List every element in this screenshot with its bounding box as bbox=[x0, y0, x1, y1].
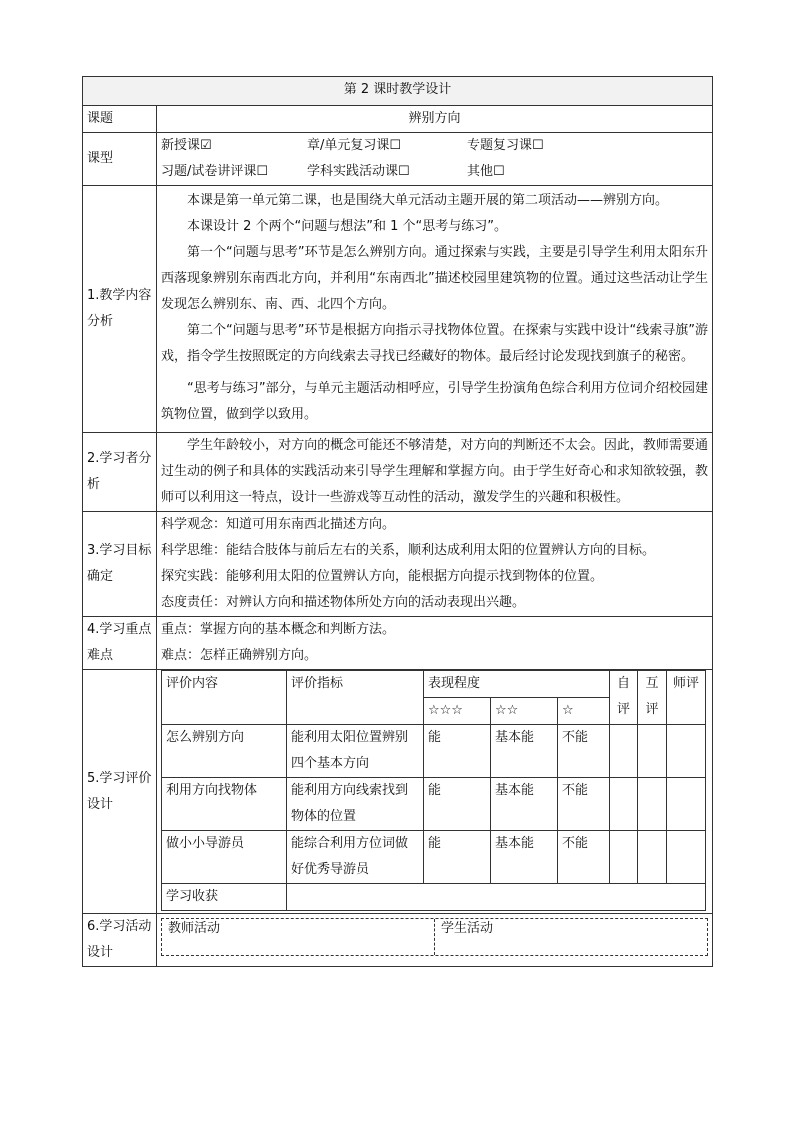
eval-mutual-cell[interactable] bbox=[638, 831, 667, 884]
eval-mutual-cell[interactable] bbox=[638, 778, 667, 831]
option-other: 其他☐ bbox=[467, 164, 505, 179]
key-point-item: 重点：掌握方向的基本概念和判断方法。 bbox=[161, 622, 396, 637]
content-analysis-body bbox=[157, 186, 713, 433]
activity-box bbox=[161, 918, 708, 956]
table-row bbox=[162, 725, 706, 778]
eval-teacher-cell[interactable] bbox=[667, 831, 706, 884]
topic-label: 课题 bbox=[83, 106, 157, 133]
eval-header-self: 自评 bbox=[610, 671, 638, 725]
eval-teacher-cell[interactable] bbox=[667, 778, 706, 831]
lesson-plan-page bbox=[82, 76, 712, 967]
eval-indicator-cell: 能利用方向线索找到物体的位置 bbox=[287, 778, 424, 831]
learner-analysis-label: 2.学习者分析 bbox=[83, 433, 157, 512]
eval-indicator-cell: 能综合利用方位词做好优秀导游员 bbox=[287, 831, 424, 884]
lesson-type-options bbox=[157, 133, 713, 186]
content-paragraph: 本课设计 2 个两个“问题与想法”和 1 个“思考与练习”。 bbox=[187, 219, 508, 234]
lesson-type-label: 课型 bbox=[83, 133, 157, 186]
evaluation-table bbox=[161, 670, 706, 911]
eval-self-cell[interactable] bbox=[610, 778, 638, 831]
document-title: 第 2 课时教学设计 bbox=[83, 77, 713, 106]
eval-header-indicator: 评价指标 bbox=[287, 671, 424, 725]
evaluation-label: 5.学习评价设计 bbox=[83, 670, 157, 914]
eval-mutual-cell[interactable] bbox=[638, 725, 667, 778]
table-row bbox=[162, 831, 706, 884]
key-point-item: 难点：怎样正确辨别方向。 bbox=[161, 648, 318, 663]
objective-item: 态度责任：对辨认方向和描述物体所处方向的活动表现出兴趣。 bbox=[161, 595, 526, 610]
option-unit-review: 章/单元复习课☐ bbox=[307, 138, 402, 153]
eval-header-mutual: 互评 bbox=[638, 671, 667, 725]
eval-content-cell: 利用方向找物体 bbox=[162, 778, 287, 831]
learner-analysis-text: 学生年龄较小，对方向的概念可能还不够清楚，对方向的判断还不太会。因此，教师需要通过生动的例子和具体的实践活动来引导学生理解和掌握方向。由于学生好奇心和求知欲较强，教师可以利用这一特点，设计一些游戏等互动性的活动，激发学生的兴趣和积极性。 bbox=[161, 438, 709, 505]
eval-level-cell: 基本能 bbox=[491, 831, 558, 884]
eval-self-cell[interactable] bbox=[610, 725, 638, 778]
eval-level-cell: 能 bbox=[424, 725, 491, 778]
content-paragraph: 本课是第一单元第二课，也是围绕大单元活动主题开展的第二项活动——辨别方向。 bbox=[187, 193, 669, 208]
teacher-activity-header: 教师活动 bbox=[168, 921, 221, 936]
option-new-lesson: 新授课☑ bbox=[161, 138, 212, 153]
content-analysis-label: 1.教学内容分析 bbox=[83, 186, 157, 433]
eval-level-cell: 能 bbox=[424, 831, 491, 884]
activity-label: 6.学习活动设计 bbox=[83, 914, 157, 967]
table-row bbox=[162, 778, 706, 831]
eval-level-cell: 能 bbox=[424, 778, 491, 831]
eval-header-content: 评价内容 bbox=[162, 671, 287, 725]
option-practice-activity: 学科实践活动课☐ bbox=[307, 164, 410, 179]
eval-teacher-cell[interactable] bbox=[667, 725, 706, 778]
option-topic-review: 专题复习课☐ bbox=[467, 138, 544, 153]
eval-level-cell: 基本能 bbox=[491, 778, 558, 831]
student-activity-header: 学生活动 bbox=[434, 919, 707, 955]
objectives-body bbox=[157, 512, 713, 617]
level-two-stars: ☆☆ bbox=[491, 698, 558, 725]
harvest-value[interactable] bbox=[287, 884, 706, 911]
objective-item: 科学思维：能结合肢体与前后左右的关系，顺利达成利用太阳的位置辨认方向的目标。 bbox=[161, 543, 656, 558]
eval-level-cell: 不能 bbox=[558, 725, 610, 778]
eval-content-cell: 怎么辨别方向 bbox=[162, 725, 287, 778]
learner-analysis-body bbox=[157, 433, 713, 512]
content-paragraph: “思考与练习”部分，与单元主题活动相呼应，引导学生扮演角色综合利用方位词介绍校园建筑物位置，做到学以致用。 bbox=[161, 381, 709, 422]
objective-item: 探究实践：能够利用太阳的位置辨认方向，能根据方向提示找到物体的位置。 bbox=[161, 569, 604, 584]
topic-value: 辨别方向 bbox=[157, 106, 713, 133]
level-one-star: ☆ bbox=[558, 698, 610, 725]
content-paragraph: 第一个“问题与思考”环节是怎么辨别方向。通过探索与实践，主要是引导学生利用太阳东升西落现象辨别东南西北方向，并利用“东南西北”描述校园里建筑物的位置。通过这些活动让学生发现怎么辨别东、南、西、北四个方向。 bbox=[161, 245, 709, 312]
key-points-body bbox=[157, 617, 713, 670]
key-points-label: 4.学习重点难点 bbox=[83, 617, 157, 670]
eval-level-cell: 不能 bbox=[558, 778, 610, 831]
eval-indicator-cell: 能利用太阳位置辨别四个基本方向 bbox=[287, 725, 424, 778]
eval-level-cell: 基本能 bbox=[491, 725, 558, 778]
level-three-stars: ☆☆☆ bbox=[424, 698, 491, 725]
harvest-label: 学习收获 bbox=[162, 884, 287, 911]
lesson-type-row-1 bbox=[161, 133, 708, 159]
objectives-label: 3.学习目标确定 bbox=[83, 512, 157, 617]
eval-content-cell: 做小小导游员 bbox=[162, 831, 287, 884]
activity-body bbox=[157, 914, 713, 967]
lesson-type-row-2 bbox=[161, 159, 708, 185]
option-exercise-review: 习题/试卷讲评课☐ bbox=[161, 164, 269, 179]
eval-self-cell[interactable] bbox=[610, 831, 638, 884]
eval-level-cell: 不能 bbox=[558, 831, 610, 884]
content-paragraph: 第二个“问题与思考”环节是根据方向指示寻找物体位置。在探索与实践中设计“线索寻旗”游戏，指令学生按照既定的方向线索去寻找已经藏好的物体。最后经讨论发现找到旗子的秘密。 bbox=[161, 323, 709, 364]
eval-header-performance: 表现程度 bbox=[424, 671, 610, 698]
evaluation-body bbox=[157, 670, 713, 914]
lesson-plan-table bbox=[82, 76, 713, 967]
objective-item: 科学观念：知道可用东南西北描述方向。 bbox=[161, 517, 396, 532]
eval-header-teacher: 师评 bbox=[667, 671, 706, 725]
